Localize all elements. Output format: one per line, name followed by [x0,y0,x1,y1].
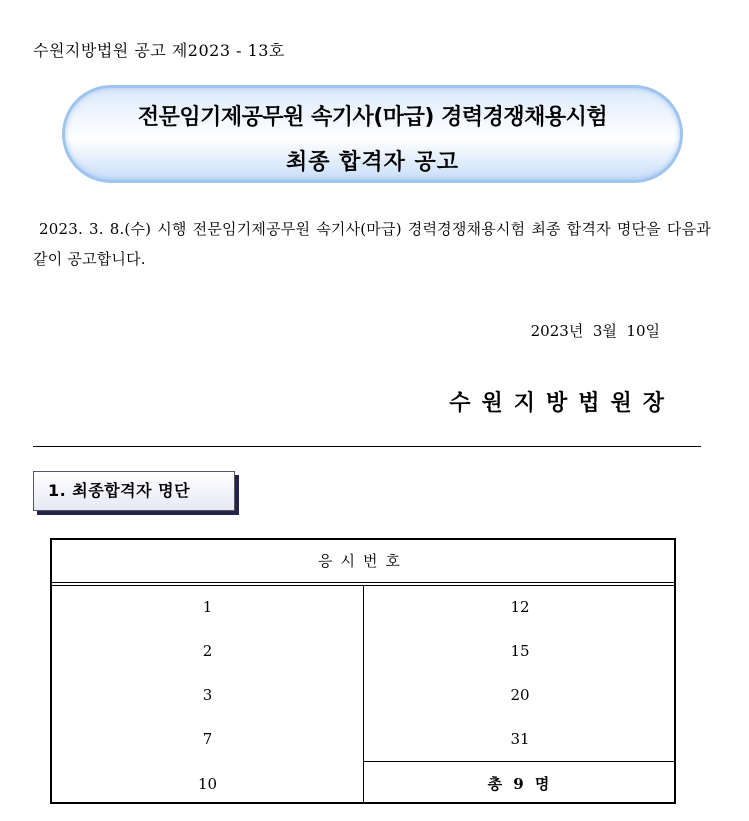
notice-number: 수원지방법원 공고 제2023 - 13호 [33,41,285,60]
table-cell-left: 2 [202,642,213,660]
table-cell-left: 10 [197,775,218,793]
issuer-signature: 수원지방법원장 [449,390,675,416]
table-header: 응시번호 [52,540,674,583]
total-count: 총 9 명 [487,775,553,793]
table-cell-right: 12 [510,598,530,616]
title-line-1: 전문임기제공무원 속기사(마급) 경력경쟁채용시험 [137,105,608,130]
table-cell-left: 1 [202,598,213,616]
title-banner [62,85,683,183]
section-heading: 1. 최종합격자 명단 [33,471,235,511]
announcement-date: 2023년 3월 10일 [530,322,660,340]
announcement-body: 2023. 3. 8.(수) 시행 전문임기제공무원 속기사(마급) 경력경쟁채용시험 최종 합격자 명단을 다음과 같이 공고합니다. [33,220,711,268]
total-divider [364,761,676,762]
table-cell-right: 31 [510,730,530,748]
table-cell-right: 20 [510,686,530,704]
title-line-2: 최종 합격자 공고 [285,150,460,175]
table-cell-left: 3 [202,686,213,704]
table-cell-right: 15 [510,642,530,660]
passers-table [50,538,676,804]
table-cell-left: 7 [202,730,213,748]
divider-line [33,446,701,447]
